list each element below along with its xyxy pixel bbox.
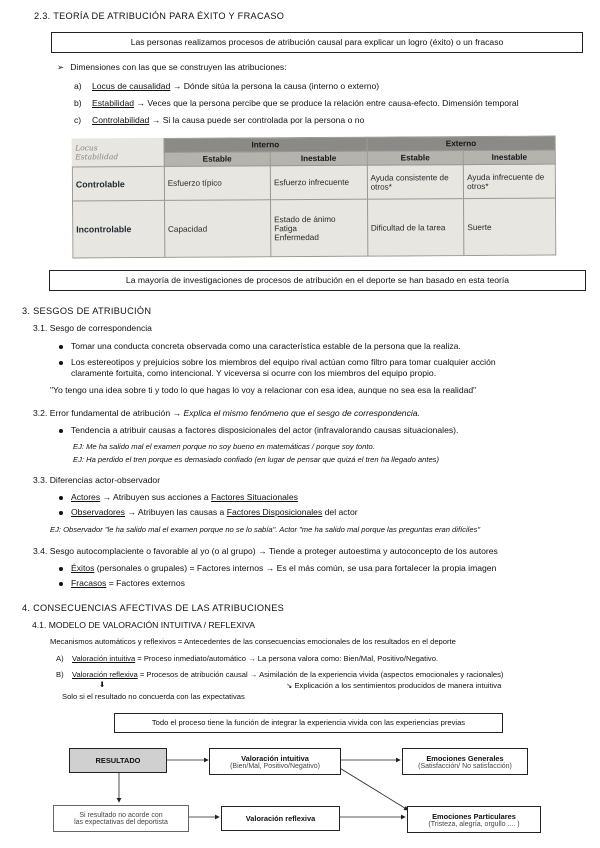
reflexiva-sub: ↘ Explicación a los sentimientos producidos de manera intuitiva <box>286 681 502 690</box>
table-cell-line: Estado de ánimo <box>274 214 336 224</box>
valoracion-reflexiva-box <box>221 806 340 831</box>
process-box: Todo el proceso tiene la función de integrar la experiencia vivida con las experiencias previas <box>114 713 503 733</box>
subheader: Estable <box>164 152 270 167</box>
item-rest: → Si la causa puede ser controlada por la persona o no <box>149 115 365 125</box>
box-label: RESULTADO <box>95 756 141 765</box>
example-2: EJ: Ha perdido el tren porque es demasiado confiado (en lugar de pensar que quizá el tren ha llegado antes) <box>73 455 440 464</box>
tail: del actor <box>322 507 358 517</box>
item-label: A) <box>56 654 64 663</box>
attribution-table <box>72 136 557 259</box>
dimensions-line <box>57 62 287 73</box>
section-3-title: 3. SESGOS DE ATRIBUCIÓN <box>22 306 152 316</box>
section-3-4-title: 3.4. Sesgo autocomplaciente o favorable al yo (o al grupo) → Tiende a proteger autoestima y autoconcepto de los autores <box>33 546 498 556</box>
row-label-controlable: Controlable <box>72 166 164 201</box>
example-1: EJ: Me ha salido mal el examen porque no soy bueno en matemáticas / porque soy tonto. <box>73 442 375 451</box>
item-label: b) <box>74 98 82 108</box>
handwritten-locus: Locus <box>75 143 98 153</box>
item-term: Controlabilidad <box>92 115 150 125</box>
bullet-icon <box>59 361 63 365</box>
header-externo: Externo <box>367 136 555 151</box>
table-cell: Ayuda infrecuente de otros* <box>464 164 556 199</box>
section-3-3-title: 3.3. Diferencias actor-observador <box>33 475 161 485</box>
list-item <box>59 341 461 352</box>
term: Factores Situacionales <box>210 492 298 502</box>
section-3-1-title: 3.1. Sesgo de correspondencia <box>33 323 152 333</box>
mid: → Atribuyen sus acciones a <box>100 492 211 502</box>
term: Actores <box>71 492 101 502</box>
term: Valoración reflexiva <box>72 670 138 679</box>
subheader: Inestable <box>270 151 367 166</box>
item-label: a) <box>74 81 82 91</box>
valoracion-reflexiva <box>56 670 503 680</box>
item-label: B) <box>56 670 64 679</box>
research-box: La mayoría de investigaciones de procesos de atribución en el deporte se han basado en esta teoría <box>49 270 586 291</box>
item-label: c) <box>74 115 82 125</box>
attribution-table-photo <box>72 136 557 259</box>
bullet-text: Tendencia a atribuir causas a factores disposicionales del actor (infravalorando causas situacionales). <box>71 425 459 435</box>
emociones-generales-box <box>402 748 528 775</box>
si-resultado-box <box>53 805 189 832</box>
table-cell-line: Fatiga <box>274 223 297 233</box>
bullet-text: Tomar una conducta concreta observada como una característica estable de la persona que la realiza. <box>71 341 461 351</box>
subheader: Inestable <box>463 150 555 165</box>
section-3-2-title <box>33 408 420 419</box>
bullet-icon <box>59 567 63 571</box>
table-cell: Esfuerzo infrecuente <box>270 165 367 200</box>
box-sub: (Bien/Mal, Positivo/Negativo) <box>230 762 320 770</box>
only-if-text: Solo si el resultado no concuerda con las expectativas <box>62 692 245 701</box>
rest: (personales o grupales) = Factores internos → Es el más común, se usa para fortalecer la propia imagen <box>94 563 497 573</box>
term: Fracasos <box>71 578 107 588</box>
table-cell: Dificultad de la tarea <box>367 199 464 257</box>
box-label: Valoración reflexiva <box>245 814 316 823</box>
box-line: Si resultado no acorde con <box>79 811 163 819</box>
list-item <box>59 578 185 589</box>
section-2-3-title: 2.3. TEORÍA DE ATRIBUCIÓN PARA ÉXITO Y FRACASO <box>34 11 285 21</box>
item-rest: → Dónde sitúa la persona la causa (interno o externo) <box>170 81 380 91</box>
down-arrow-icon: ⬇ <box>99 680 106 689</box>
item-term: Locus de causalidad <box>92 81 171 91</box>
table-cell: Ayuda consistente de otros* <box>367 165 464 200</box>
item-rest: → Veces que la persona percibe que se produce la relación entre causa-efecto. Dimensión temporal <box>134 98 519 108</box>
term: Factores Disposicionales <box>226 507 323 517</box>
handwritten-estabilidad: Estabilidad <box>75 152 119 162</box>
dimensions-text: Dimensiones con las que se construyen las atribuciones: <box>70 62 287 72</box>
mid: → Atribuyen las causas a <box>124 507 227 517</box>
bullet-icon <box>59 511 63 515</box>
arrow-bullet-icon: ➢ <box>57 62 65 72</box>
definition-box: Las personas realizamos procesos de atribución causal para explicar un logro (éxito) o un fracaso <box>51 32 583 53</box>
subheader: Estable <box>367 151 464 166</box>
dimension-item <box>74 115 364 126</box>
list-item <box>59 357 496 368</box>
bullet-icon <box>59 582 63 586</box>
dimension-item <box>74 98 519 109</box>
example-actor-observer: EJ: Observador "le ha salido mal el examen porque no se lo sabía". Actor "me ha salido mal porque las preguntas eran difíciles" <box>50 525 481 534</box>
resultado-box <box>69 748 167 773</box>
bullet-continuation: claramente fortuita, como intencional. Y viceversa si ocurre con los miembros del equipo propio. <box>71 368 437 378</box>
box-title: Emociones Particulares <box>432 811 516 821</box>
list-item <box>59 492 298 503</box>
dimension-item <box>74 81 379 92</box>
header-interno: Interno <box>164 137 367 152</box>
section-4-title: 4. CONSECUENCIAS AFECTIVAS DE LAS ATRIBUCIONES <box>22 603 285 613</box>
term: Valoración intuitiva <box>72 654 136 663</box>
list-item <box>59 425 458 436</box>
handwritten-labels <box>72 138 164 167</box>
table-cell-line: Enfermedad <box>274 232 319 242</box>
title-text: 3.2. Error fundamental de atribución → <box>33 408 184 418</box>
rest: = Procesos de atribución causal → Asimilación de la experiencia vivida (aspectos emocionales y racionales) <box>137 670 504 679</box>
term: Observadores <box>71 507 125 517</box>
table-cell: Esfuerzo típico <box>164 166 270 201</box>
rest: = Proceso inmediato/automático → La persona valora como: Bien/Mal, Positivo/Negativo. <box>135 654 439 663</box>
bullet-icon <box>59 496 63 500</box>
table-cell: Suerte <box>464 198 556 256</box>
mechanisms-text: Mecanismos automáticos y reflexivos = Antecedentes de las consecuencias emocionales de los resultados en el deporte <box>50 637 456 646</box>
table-cell-multi <box>271 199 368 257</box>
emociones-particulares-box <box>407 806 541 833</box>
list-item <box>59 563 496 574</box>
valoracion-intuitiva <box>56 654 438 664</box>
arrow-vi-ep <box>338 767 408 810</box>
box-line: las expectativas del deportista <box>74 818 168 826</box>
quote: "Yo tengo una idea sobre ti y todo lo que hagas lo voy a relacionar con esa idea, aunque no sea esa la realidad" <box>50 385 477 395</box>
table-cell: Capacidad <box>164 200 271 258</box>
bullet-text: Los estereotipos y prejuicios sobre los miembros del equipo rival actúan como filtro para tomar cualquier acción <box>71 357 496 367</box>
row-label-incontrolable: Incontrolable <box>73 200 165 258</box>
valoracion-intuitiva-box <box>209 748 341 775</box>
title-italic: Explica el mismo fenómeno que el sesgo de correspondencia. <box>183 408 420 418</box>
item-term: Estabilidad <box>92 98 135 108</box>
box-sub: (Tristeza, alegría, orgullo .... ) <box>428 820 520 828</box>
list-item <box>59 507 358 518</box>
rest: = Factores externos <box>106 578 185 588</box>
box-title: Emociones Generales <box>426 753 504 763</box>
box-title: Valoración intuitiva <box>241 753 309 763</box>
term: Éxitos <box>71 563 95 573</box>
bullet-icon <box>59 345 63 349</box>
bullet-icon <box>59 429 63 433</box>
box-sub: (Satisfacción/ No satisfacción) <box>418 762 512 770</box>
section-4-1-title: 4.1. MODELO DE VALORACIÓN INTUITIVA / REFLEXIVA <box>32 620 256 630</box>
